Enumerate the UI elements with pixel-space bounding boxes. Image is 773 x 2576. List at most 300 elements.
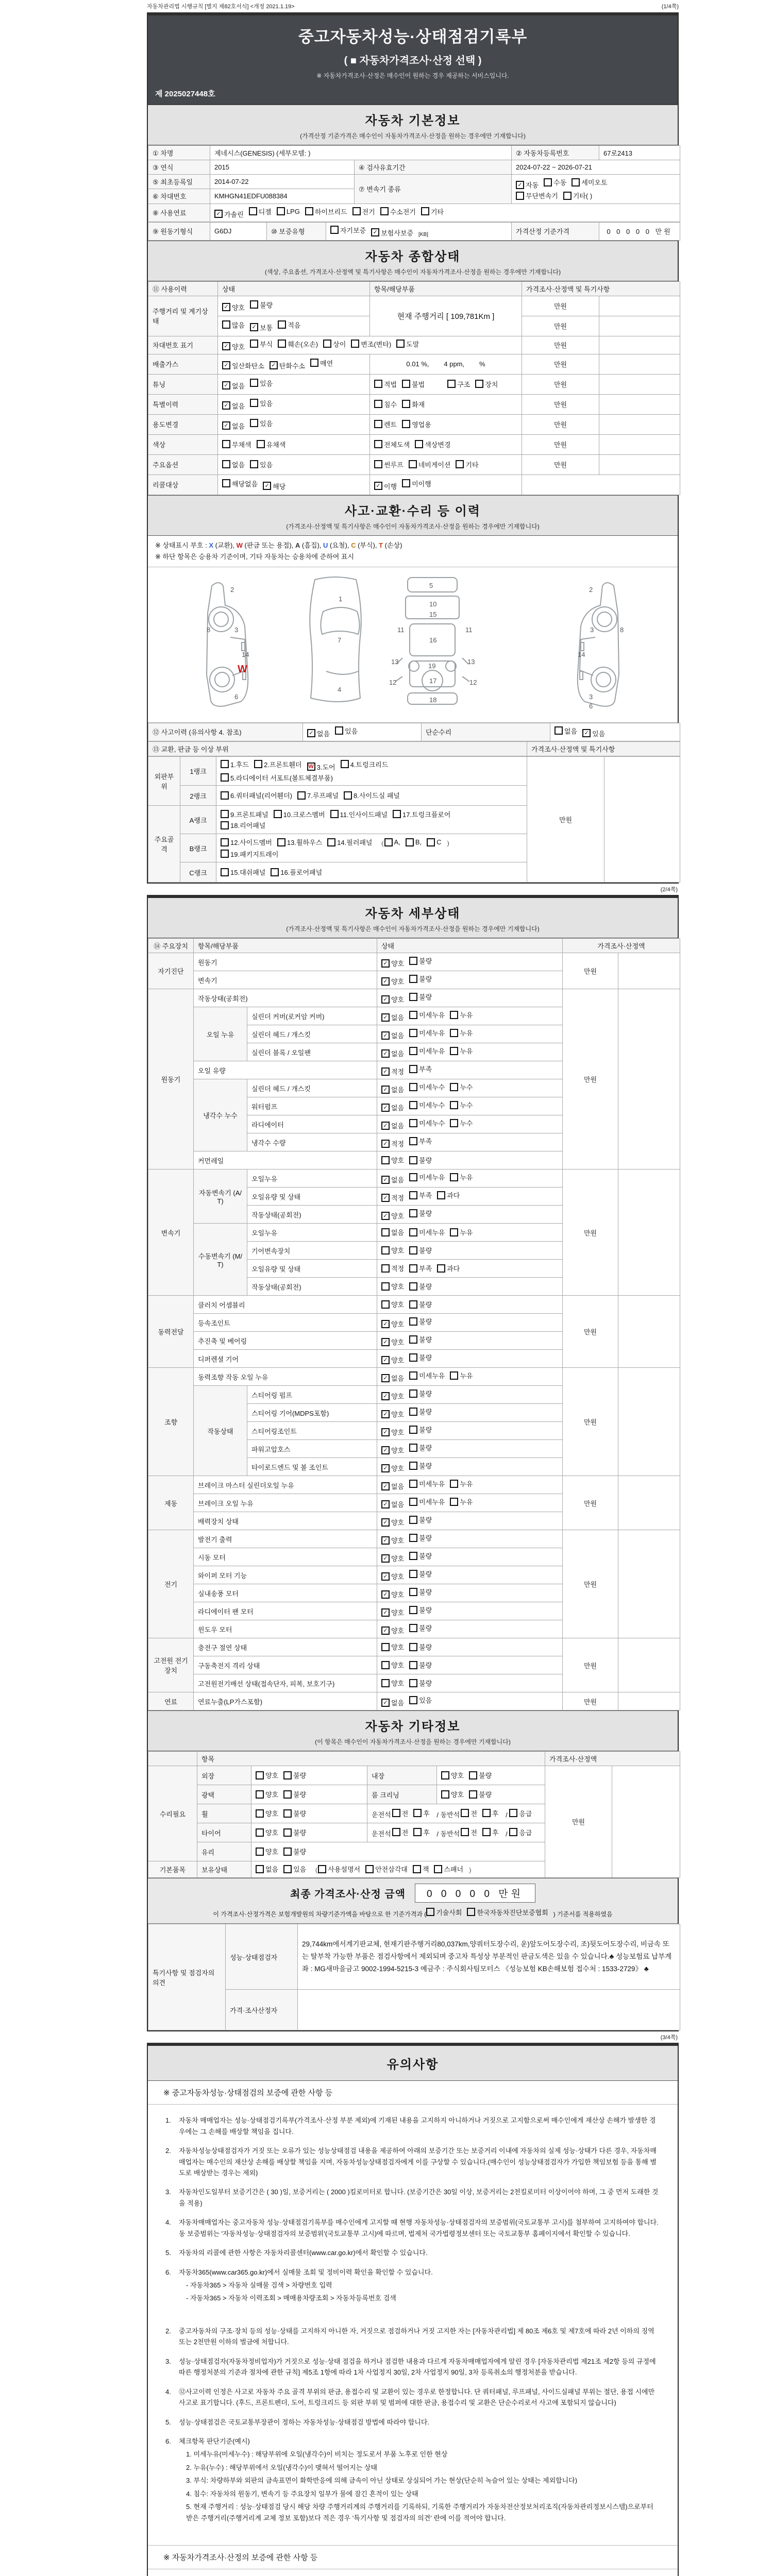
checkbox-무채색[interactable]: 무채색: [222, 439, 251, 449]
checkbox-없음[interactable]: ✓ 없음: [381, 1175, 404, 1184]
checkbox-양호[interactable]: 양호: [381, 1245, 404, 1255]
checkbox-12.사이드멤버[interactable]: 12.사이드멤버: [221, 837, 272, 847]
state-options: [377, 1043, 563, 1061]
checkbox-없음[interactable]: ✓ 없음: [307, 728, 330, 738]
checkbox-누유[interactable]: 누유: [450, 1010, 473, 1020]
checkbox-하이브리드[interactable]: 하이브리드: [305, 207, 347, 216]
rank-options: [216, 862, 527, 883]
document-title: 중고자동차성능·상태점검기록부: [298, 28, 528, 46]
checkbox-불법[interactable]: 불법: [402, 379, 425, 389]
column-header: 항목/해당부품: [370, 281, 522, 296]
checkbox-불량[interactable]: 불량: [409, 956, 432, 965]
checkbox-구조[interactable]: 구조: [447, 379, 470, 389]
checkbox-기타( )[interactable]: 기타( ): [563, 191, 592, 200]
sub-group-label: 자동변속기 (A/T): [194, 1170, 247, 1224]
checkbox-불량[interactable]: 불량: [409, 1281, 432, 1291]
checkbox-후[interactable]: 후: [482, 1827, 499, 1837]
table-row: [148, 281, 680, 296]
checkbox-18.리어패널[interactable]: 18.리어패널: [221, 820, 265, 830]
final-price-note: 이 가격조사·산정가격은 보험개발원의 차량기준가액을 바탕으로 한 기준가격과 ( 기술사회 한국자동차진단보증협회 ) 기준서를 적용하였음: [152, 1907, 674, 1919]
state-options: [377, 1332, 563, 1350]
checkbox-불량[interactable]: 불량: [409, 992, 432, 1002]
item-label: 커먼레일: [194, 1151, 377, 1170]
checkbox-보험사보증[interactable]: ✓ 보험사보증: [371, 228, 413, 238]
checkbox-부족[interactable]: 부족: [409, 1064, 432, 1074]
checkbox-7.루프패널[interactable]: 7.루프패널: [297, 790, 339, 800]
state-options: [218, 454, 370, 474]
checkbox-불량[interactable]: 불량: [250, 300, 273, 310]
checkbox-없음[interactable]: 없음: [381, 1227, 404, 1237]
checkbox-침수[interactable]: 침수: [374, 399, 397, 409]
checkbox-있음[interactable]: 있음: [250, 418, 273, 428]
row-label: ③ 연식: [148, 160, 210, 175]
checkbox-있음[interactable]: 있음: [250, 398, 273, 408]
checkbox-양호[interactable]: 양호: [441, 1789, 464, 1799]
checkbox-19.패키지트레이[interactable]: 19.패키지트레이: [221, 849, 278, 859]
option-text: （: [311, 1867, 318, 1875]
checkbox-전기[interactable]: 전기: [352, 207, 375, 216]
checkbox-있음[interactable]: ✓ 있음: [582, 728, 605, 738]
group-label: 수리필요: [148, 1766, 197, 1861]
title-band: [148, 15, 678, 105]
checkbox-불량[interactable]: 불량: [283, 1808, 306, 1818]
checkbox-불량[interactable]: 불량: [409, 1443, 432, 1452]
checkbox-누수[interactable]: 누수: [450, 1082, 473, 1092]
note-cell: [618, 953, 680, 989]
checkbox-LPG[interactable]: LPG: [277, 207, 300, 215]
state-options: [218, 316, 370, 336]
svg-text:7: 7: [338, 636, 342, 644]
table-row: [148, 414, 680, 434]
checkbox-불량[interactable]: 불량: [409, 1533, 432, 1543]
checkbox-없음[interactable]: ✓ 없음: [381, 1481, 404, 1491]
checkbox-부족[interactable]: 부족: [409, 1263, 432, 1273]
section-detail-title: 자동차 세부상태: [365, 907, 461, 921]
checkbox-누유[interactable]: 누유: [450, 1028, 473, 1038]
rank-options: [216, 786, 527, 806]
checkbox-없음[interactable]: 없음: [554, 726, 577, 736]
checkbox-매연[interactable]: 매연: [310, 358, 333, 368]
row-label: ⑩ 보증유형: [267, 222, 326, 240]
checkbox-4.트렁크리드[interactable]: 4.트렁크리드: [341, 759, 389, 769]
checkbox-불량[interactable]: 불량: [409, 1678, 432, 1688]
checkbox-변조(변타)[interactable]: 변조(변타): [351, 339, 391, 349]
checkbox-불량[interactable]: 불량: [469, 1770, 492, 1780]
checkbox-양호[interactable]: ✓ 양호: [222, 302, 245, 312]
notice-paragraph: 3. 자동차인도일부터 보증기간은 ( 30 )일, 보증거리는 ( 2000 )킬로미터로 합니다. (보증기간은 30일 이상, 보증거리는 2천킬로미터 이상이어야 하며, 그 중 먼저 도래한 것을 적용): [165, 2188, 659, 2207]
checkbox-양호[interactable]: ✓ 양호: [222, 342, 245, 351]
checkbox-가솔린[interactable]: ✓ 가솔린: [214, 209, 244, 219]
note-cell: [604, 756, 680, 883]
state-code-line: ※ 상태표시 부호 : X (교환), W (판금 또는 용접), A (흠집), U (요철), C (부식), T (손상): [155, 541, 402, 549]
simple-repair-options: [550, 723, 680, 741]
checkbox-네비게이션[interactable]: 네비게이션: [409, 460, 451, 469]
checkbox-양호[interactable]: ✓ 양호: [381, 1553, 404, 1563]
state-options: [377, 1512, 563, 1530]
checkbox-상이[interactable]: 상이: [323, 339, 346, 349]
checkbox-불량[interactable]: 불량: [409, 1334, 432, 1344]
checkbox-양호[interactable]: 양호: [381, 1642, 404, 1652]
checkbox-미세누유[interactable]: 미세누유: [409, 1479, 445, 1488]
checkbox-없음[interactable]: ✓ 없음: [222, 401, 245, 411]
checkbox-양호[interactable]: ✓ 양호: [381, 1427, 404, 1437]
item-label: 클러치 어셈블리: [194, 1296, 377, 1314]
checkbox-양호[interactable]: 양호: [256, 1770, 278, 1780]
notice-paragraph: 5. 자동차의 리콜에 관한 사항은 자동차리콜센터(www.car.go.kr)에서 확인할 수 있습니다.: [165, 2249, 428, 2257]
checkbox-적법[interactable]: 적법: [374, 379, 397, 389]
checkbox-잭[interactable]: 잭: [413, 1864, 429, 1874]
notice-paragraph: 6. 체크항목 판단기준(예시) 1. 미세누유(미세누수) : 해당부위에 오일(냉각수)이 비치는 정도로서 부품 노후로 인한 현상 2. 누유(누수) : 해당부위에서 오일(냉각수)이 맺혀서 떨어지는 상태 3. 부식: 차량하부와 외판의 금속표면이 화학반응에 의해 금속이 아닌 상태로 상실되어 가는 현상(단순히 녹슬어 있는 상태는 제외합니다) 4. 침수: 자동차의 원동기, 변속기 등 주요장치 일부가 물에 잠긴 흔적이 있는 상태 5. 현재 주행거리 : 성능·상태점검 당시 해당 차량 주행거리계의 주행거리를 기록하되, 기록한 주행거리가 자동차전산정보처리조직(자동차관리정보시스템)으로부터 받은 주행거리(주행거리계 교체 정보 포함)보다 적은 경우 '특기사항 및 점검자의 의견' 란에 이를 적어야 합니다.: [165, 2436, 660, 2523]
checkbox-13.휠하우스[interactable]: 13.휠하우스: [277, 837, 322, 847]
checkbox-양호[interactable]: 양호: [256, 1846, 278, 1856]
checkbox-불량[interactable]: 불량: [409, 1406, 432, 1416]
checkbox-양호[interactable]: ✓ 양호: [381, 994, 404, 1004]
checkbox-도말[interactable]: 도말: [396, 339, 419, 349]
checkbox-미세누유[interactable]: 미세누유: [409, 1046, 445, 1056]
checkbox-불량[interactable]: 불량: [283, 1789, 306, 1799]
checkbox-없음[interactable]: ✓ 없음: [381, 1499, 404, 1509]
checkbox-불량[interactable]: 불량: [409, 1623, 432, 1633]
checkbox-미이행[interactable]: 미이행: [402, 479, 431, 488]
state-options: [218, 414, 370, 434]
exchange-rank-table: [148, 756, 680, 883]
note-cell: [618, 1530, 680, 1638]
table-row: [148, 336, 680, 354]
svg-text:13: 13: [467, 657, 475, 666]
checkbox-많음[interactable]: 많음: [222, 320, 245, 330]
checkbox-불량[interactable]: 불량: [409, 1605, 432, 1615]
svg-text:12: 12: [469, 678, 477, 686]
checkbox-B,[interactable]: B,: [406, 838, 422, 846]
empty-cell: [522, 474, 680, 495]
checkbox-양호[interactable]: ✓ 양호: [381, 1319, 404, 1329]
checkbox-한국자동차진단보증협회[interactable]: 한국자동차진단보증협회: [467, 1907, 548, 1917]
checkbox-이행[interactable]: ✓ 이행: [374, 481, 397, 491]
checkbox-양호[interactable]: ✓ 양호: [381, 1589, 404, 1599]
checkbox-10.크로스멤버[interactable]: 10.크로스멤버: [274, 809, 325, 819]
checkbox-불량[interactable]: 불량: [409, 1660, 432, 1670]
exchange-header: ⑬ 교환, 판금 등 이상 부위: [148, 741, 527, 756]
item-label: 타이로드엔드 및 볼 조인트: [247, 1458, 377, 1476]
checkbox-영업용[interactable]: 영업용: [402, 419, 431, 429]
option-text: /: [503, 1811, 510, 1819]
checkbox-적정[interactable]: 적정: [381, 1263, 404, 1273]
checkbox-미세누유[interactable]: 미세누유: [409, 1028, 445, 1038]
code-U: U: [323, 541, 328, 549]
table-row: [148, 1924, 680, 1990]
checkbox-장치[interactable]: 장치: [475, 379, 498, 389]
checkbox-누유[interactable]: 누유: [450, 1479, 473, 1488]
checkbox-양호[interactable]: ✓ 양호: [381, 1535, 404, 1545]
checkbox-17.트렁크플로어[interactable]: 17.트렁크플로어: [393, 809, 450, 819]
rank-options: [216, 806, 527, 834]
checkbox-없음[interactable]: ✓ 없음: [381, 1012, 404, 1022]
checkbox-양호[interactable]: ✓ 양호: [381, 1571, 404, 1581]
checkbox-9.프론트패널[interactable]: 9.프론트패널: [221, 809, 268, 819]
checkbox-C[interactable]: C: [427, 838, 441, 846]
checkbox-누유[interactable]: 누유: [450, 1370, 473, 1380]
state-code-legend: [148, 536, 678, 567]
checkbox-8.사이드실 패널[interactable]: 8.사이드실 패널: [344, 790, 400, 800]
checkbox-양호[interactable]: ✓ 양호: [381, 1607, 404, 1617]
checkbox-부족[interactable]: 부족: [409, 1136, 432, 1146]
checkbox-양호[interactable]: 양호: [381, 1678, 404, 1688]
checkbox-6.쿼터패널(리어휀더)[interactable]: 6.쿼터패널(리어휀더): [221, 790, 292, 800]
checkbox-없음[interactable]: ✓ 없음: [381, 1373, 404, 1383]
checkbox-불량[interactable]: 불량: [409, 1352, 432, 1362]
checkbox-양호[interactable]: 양호: [381, 1281, 404, 1291]
checkbox-있음[interactable]: 있음: [250, 378, 273, 388]
checkbox-없음[interactable]: ✓ 없음: [381, 1103, 404, 1112]
checkbox-불량[interactable]: 불량: [409, 1155, 432, 1165]
part-group-label: 외판부위: [148, 756, 180, 806]
checkbox-없음[interactable]: 없음: [222, 460, 245, 469]
checkbox-양호[interactable]: 양호: [441, 1770, 464, 1780]
checkbox-불량[interactable]: 불량: [409, 1515, 432, 1524]
checkbox-양호[interactable]: ✓ 양호: [381, 958, 404, 968]
checkbox-미세누유[interactable]: 미세누유: [409, 1172, 445, 1182]
table-row: [148, 454, 680, 474]
state-options: [377, 1007, 563, 1025]
item-label: 실린더 커버(로커암 커버): [247, 1007, 377, 1025]
checkbox-불량[interactable]: 불량: [409, 1388, 432, 1398]
form-regulation-ref: 자동차관리법 시행규칙 [별지 제82호서식] <개정 2021.1.19>: [147, 4, 295, 10]
checkbox-부식[interactable]: 부식: [250, 339, 273, 349]
checkbox-3.도어[interactable]: W 3.도어: [307, 762, 335, 772]
checkbox-미세누유[interactable]: 미세누유: [409, 1370, 445, 1380]
checkbox-훼손(오손)[interactable]: 훼손(오손): [278, 339, 318, 349]
checkbox-후[interactable]: 후: [413, 1808, 430, 1818]
checkbox-과다[interactable]: 과다: [437, 1190, 460, 1200]
checkbox-자동[interactable]: ✓ 자동: [516, 180, 539, 190]
checkbox-양호[interactable]: ✓ 양호: [381, 1355, 404, 1365]
checkbox-불량[interactable]: 불량: [409, 1316, 432, 1326]
state-options: [377, 1079, 563, 1097]
state-options: [377, 1620, 563, 1638]
checkbox-응급[interactable]: 응급: [509, 1827, 532, 1837]
notice-subitem: 4. 침수: 자동차의 원동기, 변속기 등 주요장치 일부가 물에 잠긴 흔적이 있는 상태: [186, 2489, 418, 2498]
checkbox-전[interactable]: 전: [461, 1808, 477, 1818]
checkbox-전[interactable]: 전: [392, 1808, 409, 1818]
checkbox-양호[interactable]: ✓ 양호: [381, 1211, 404, 1221]
page-marker-1: (1/4쪽): [661, 4, 679, 10]
checkbox-불량[interactable]: 불량: [283, 1770, 306, 1780]
column-header: 가격조사·산정액: [545, 1752, 680, 1766]
checkbox-전체도색[interactable]: 전체도색: [374, 439, 410, 449]
price-cell: 만원: [522, 434, 599, 454]
checkbox-없음[interactable]: ✓ 없음: [381, 1698, 404, 1707]
checkbox-있음[interactable]: 있음: [283, 1864, 306, 1874]
checkbox-16.플로어패널[interactable]: 16.플로어패널: [271, 867, 322, 877]
item-label: 와이퍼 모터 기능: [194, 1566, 377, 1584]
item-options: [370, 414, 522, 434]
checkbox-불량[interactable]: 불량: [409, 1569, 432, 1579]
checkbox-있음[interactable]: 있음: [335, 726, 358, 736]
checkbox-전[interactable]: 전: [392, 1827, 409, 1837]
checkbox-보통[interactable]: ✓ 보통: [250, 323, 273, 332]
checkbox-불량[interactable]: 불량: [409, 1642, 432, 1652]
checkbox-양호[interactable]: 양호: [381, 1660, 404, 1670]
svg-text:14: 14: [578, 650, 585, 658]
state-options: [377, 1260, 563, 1278]
checkbox-해당[interactable]: ✓ 해당: [263, 481, 285, 491]
checkbox-전[interactable]: 전: [461, 1827, 477, 1837]
checkbox-안전삼각대[interactable]: 안전삼각대: [365, 1864, 408, 1874]
car-damage-diagram: [148, 567, 678, 723]
checkbox-렌트[interactable]: 렌트: [374, 419, 397, 429]
checkbox-유채색[interactable]: 유채색: [257, 439, 286, 449]
checkbox-1.후드[interactable]: 1.후드: [221, 759, 249, 769]
state-options: [377, 1314, 563, 1332]
checkbox-불량[interactable]: 불량: [409, 1299, 432, 1309]
checkbox-없음[interactable]: ✓ 없음: [222, 381, 245, 391]
checkbox-스패너[interactable]: 스패너: [434, 1864, 463, 1874]
checkbox-일산화탄소[interactable]: ✓ 일산화탄소: [222, 361, 264, 370]
item-label: 실린더 헤드 / 개스킷: [247, 1025, 377, 1043]
checkbox-불량[interactable]: 불량: [409, 1425, 432, 1434]
checkbox-세미오토[interactable]: 세미오토: [572, 177, 607, 187]
svg-text:6: 6: [234, 692, 239, 701]
checkbox-기타[interactable]: 기타: [421, 207, 444, 216]
checkbox-미세누유[interactable]: 미세누유: [409, 1227, 445, 1237]
checkbox-양호[interactable]: ✓ 양호: [381, 1463, 404, 1473]
checkbox-양호[interactable]: ✓ 양호: [381, 976, 404, 986]
checkbox-14.필러패널[interactable]: 14.필러패널: [327, 837, 372, 847]
checkbox-양호[interactable]: 양호: [381, 1299, 404, 1309]
note-cell: [618, 989, 680, 1170]
checkbox-누유[interactable]: 누유: [450, 1497, 473, 1506]
checkbox-양호[interactable]: ✓ 양호: [381, 1337, 404, 1347]
checkbox-양호[interactable]: 양호: [256, 1808, 278, 1818]
checkbox-양호[interactable]: ✓ 양호: [381, 1445, 404, 1455]
checkbox-불량[interactable]: 불량: [283, 1827, 306, 1837]
table-row: [148, 175, 680, 189]
checkbox-미세누수[interactable]: 미세누수: [409, 1100, 445, 1110]
price-cell: 만원: [563, 1638, 618, 1692]
checkbox-불량[interactable]: 불량: [409, 1551, 432, 1561]
checkbox-불량[interactable]: 불량: [409, 974, 432, 984]
checkbox-불량[interactable]: 불량: [409, 1587, 432, 1597]
vin: KMHGN41EDFU088384: [210, 189, 355, 204]
checkbox-없음[interactable]: ✓ 없음: [381, 1121, 404, 1130]
checkbox-양호[interactable]: ✓ 양호: [381, 1409, 404, 1419]
checkbox-2.프론트휀더[interactable]: 2.프론트휀더: [254, 759, 302, 769]
checkbox-15.대쉬패널[interactable]: 15.대쉬패널: [221, 867, 265, 877]
checkbox-과다[interactable]: 과다: [437, 1263, 460, 1273]
option-text: 동반석: [440, 1811, 460, 1819]
checkbox-미세누수[interactable]: 미세누수: [409, 1082, 445, 1092]
checkbox-양호[interactable]: 양호: [256, 1827, 278, 1837]
checkbox-응급[interactable]: 응급: [509, 1808, 532, 1818]
state-options: [377, 971, 563, 989]
checkbox-수동[interactable]: 수동: [544, 177, 566, 187]
checkbox-적정[interactable]: ✓ 적정: [381, 1193, 404, 1202]
checkbox-색상변경[interactable]: 색상변경: [415, 439, 450, 449]
checkbox-화재[interactable]: 화재: [402, 399, 425, 409]
checkbox-부족[interactable]: 부족: [409, 1190, 432, 1200]
svg-text:18: 18: [429, 696, 437, 704]
checkbox-미세누유[interactable]: 미세누유: [409, 1010, 445, 1020]
checkbox-적음[interactable]: 적음: [278, 320, 300, 330]
checkbox-A,[interactable]: A,: [384, 838, 400, 846]
table-row: [148, 741, 680, 756]
checkbox-누수[interactable]: 누수: [450, 1100, 473, 1110]
checkbox-수소전기[interactable]: 수소전기: [380, 207, 416, 216]
checkbox-해당없음[interactable]: 해당없음: [222, 479, 258, 488]
table-row: [148, 953, 680, 971]
checkbox-미세누수[interactable]: 미세누수: [409, 1118, 445, 1128]
checkbox-양호[interactable]: 양호: [256, 1789, 278, 1799]
position-options: [367, 1804, 545, 1823]
checkbox-누유[interactable]: 누유: [450, 1046, 473, 1056]
item-label: 실내송풍 모터: [194, 1584, 377, 1602]
final-price-band: [148, 1878, 678, 1924]
checkbox-누유[interactable]: 누유: [450, 1227, 473, 1237]
checkbox-없음[interactable]: ✓ 없음: [222, 421, 245, 431]
checkbox-후[interactable]: 후: [482, 1808, 499, 1818]
checkbox-기술사회[interactable]: 기술사회: [426, 1907, 462, 1917]
checkbox-11.인사이드패널[interactable]: 11.인사이드패널: [330, 809, 388, 819]
rank-label: C랭크: [180, 862, 216, 883]
checkbox-누유[interactable]: 누유: [450, 1172, 473, 1182]
checkbox-양호[interactable]: 양호: [381, 1155, 404, 1165]
checkbox-무단변속기[interactable]: 무단변속기: [516, 191, 558, 200]
state-options: [218, 474, 370, 495]
checkbox-있음[interactable]: 있음: [250, 460, 273, 469]
checkbox-적정[interactable]: ✓ 적정: [381, 1139, 404, 1148]
checkbox-디젤[interactable]: 디젤: [249, 207, 272, 216]
table-row: [148, 1170, 680, 1188]
checkbox-미세누유[interactable]: 미세누유: [409, 1497, 445, 1506]
checkbox-불량[interactable]: 불량: [469, 1789, 492, 1799]
checkbox-양호[interactable]: ✓ 양호: [381, 1391, 404, 1401]
state-options: [377, 1458, 563, 1476]
exchange-header-table: [148, 741, 680, 756]
page-marker-2: (2/4쪽): [660, 887, 678, 893]
state-options: [377, 1278, 563, 1296]
checkbox-누수[interactable]: 누수: [450, 1118, 473, 1128]
checkbox-적정[interactable]: ✓ 적정: [381, 1066, 404, 1076]
row-label: 주행거리 및 계기상태: [148, 296, 218, 336]
item-label: 윈도우 모터: [194, 1620, 377, 1638]
svg-text:11: 11: [397, 625, 405, 634]
checkbox-불량[interactable]: 불량: [283, 1846, 306, 1856]
option-text: 운전석: [372, 1811, 391, 1819]
checkbox-썬루프[interactable]: 썬루프: [374, 460, 404, 469]
checkbox-없음[interactable]: ✓ 없음: [381, 1084, 404, 1094]
checkbox-5.라디에이터 서포트(볼트체결부품)[interactable]: 5.라디에이터 서포트(볼트체결부품): [221, 773, 333, 783]
checkbox-후[interactable]: 후: [413, 1827, 430, 1837]
transmission-options: [512, 175, 680, 204]
checkbox-불량[interactable]: 불량: [409, 1461, 432, 1470]
option-text: /: [434, 1811, 441, 1819]
checkbox-자기보증[interactable]: 자기보증: [330, 225, 366, 235]
item-label: 고전원전기배선 상태(접속단자, 피복, 보호기구): [194, 1674, 377, 1692]
checkbox-불량[interactable]: 불량: [409, 1245, 432, 1255]
checkbox-있음[interactable]: 있음: [409, 1695, 432, 1705]
checkbox-불량[interactable]: 불량: [409, 1208, 432, 1218]
checkbox-없음[interactable]: 없음: [256, 1864, 278, 1874]
checkbox-기타[interactable]: 기타: [456, 460, 478, 469]
checkbox-양호[interactable]: ✓ 양호: [381, 1625, 404, 1635]
checkbox-양호[interactable]: ✓ 양호: [381, 1517, 404, 1527]
position-options: [367, 1823, 545, 1842]
sub-group-label: 냉각수 누수: [194, 1079, 247, 1151]
checkbox-없음[interactable]: ✓ 없음: [381, 1048, 404, 1058]
checkbox-사용설명서[interactable]: 사용설명서: [318, 1864, 360, 1874]
checkbox-없음[interactable]: ✓ 없음: [381, 1030, 404, 1040]
checkbox-탄화수소[interactable]: ✓ 탄화수소: [270, 361, 305, 370]
